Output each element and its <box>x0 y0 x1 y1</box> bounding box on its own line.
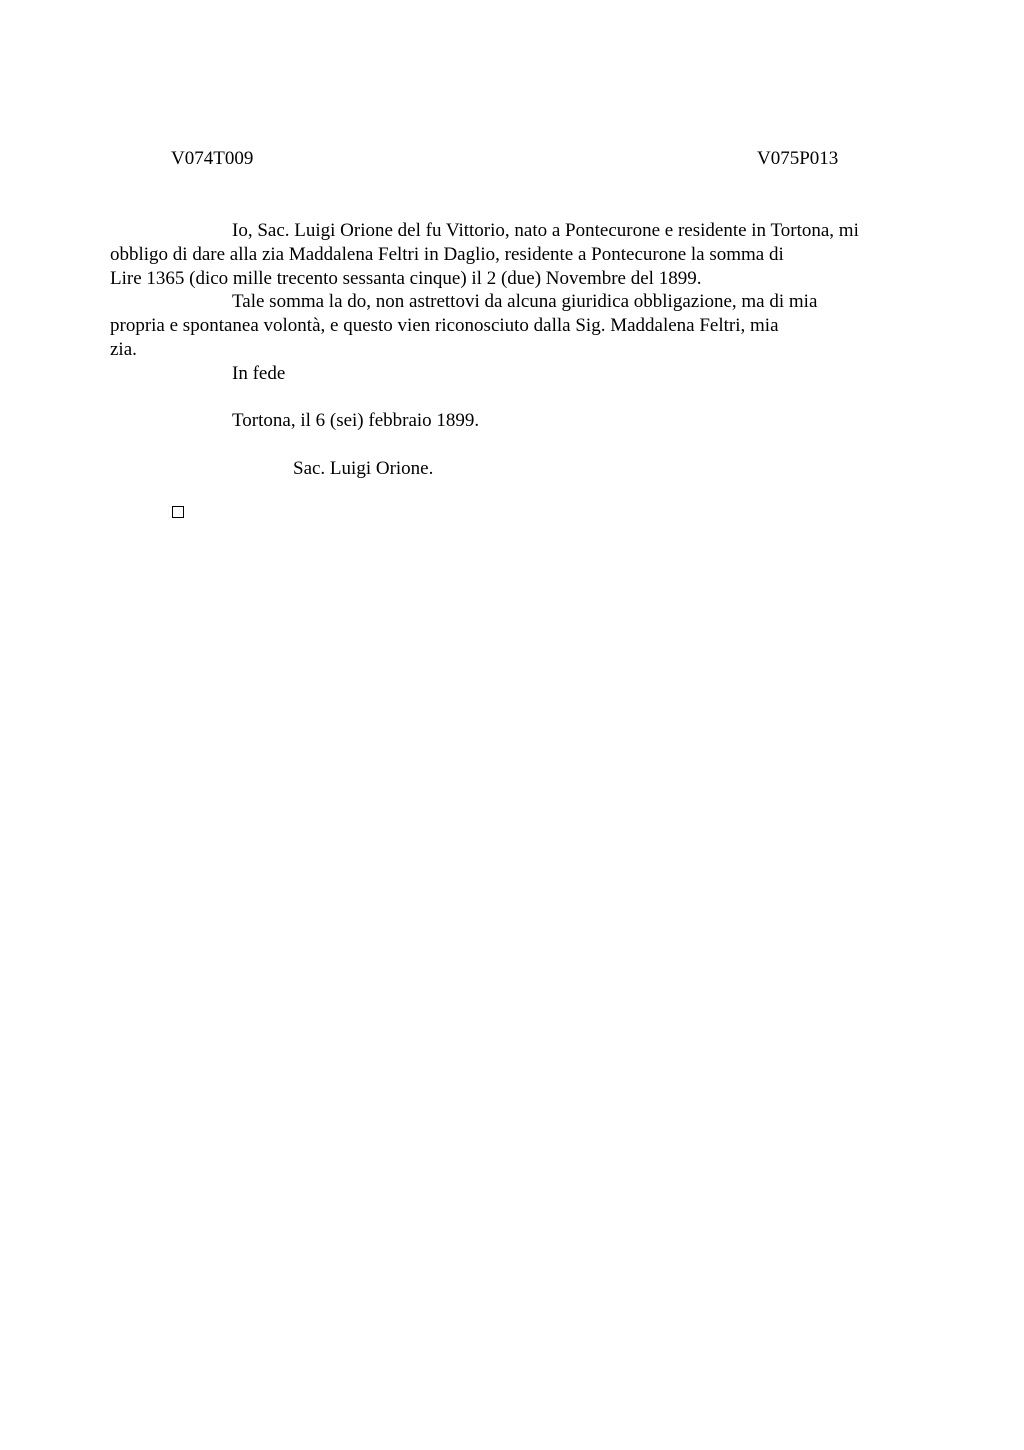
blank-line <box>171 433 921 457</box>
text-line: zia. <box>110 338 137 360</box>
paragraph-voluntary <box>110 290 921 361</box>
text-line: propria e spontanea volontà, e questo vien riconosciuto dalla Sig. Maddalena Feltri, mia <box>110 315 779 337</box>
document-code-right: V075P013 <box>757 148 839 169</box>
text-line: Lire 1365 (dico mille trecento sessanta cinque) il 2 (due) Novembre del 1899. <box>110 267 702 289</box>
closing-phrase: In fede <box>232 362 286 384</box>
text-line: Tale somma la do, non astrettovi da alcuna giuridica obbligazione, ma di mia <box>232 291 818 313</box>
place-date: Tortona, il 6 (sei) febbraio 1899. <box>232 410 480 432</box>
text-line: Io, Sac. Luigi Orione del fu Vittorio, nato a Pontecurone e residente in Tortona, mi <box>232 220 859 241</box>
paragraph-obligation <box>110 219 921 290</box>
checkbox-square-icon <box>172 506 184 518</box>
letter-body <box>110 219 921 481</box>
blank-line <box>171 386 921 410</box>
text-line: obbligo di dare alla zia Maddalena Feltri in Daglio, residente a Pontecurone la somma di <box>110 243 784 265</box>
document-code-left: V074T009 <box>171 148 254 169</box>
signature: Sac. Luigi Orione. <box>293 457 434 479</box>
